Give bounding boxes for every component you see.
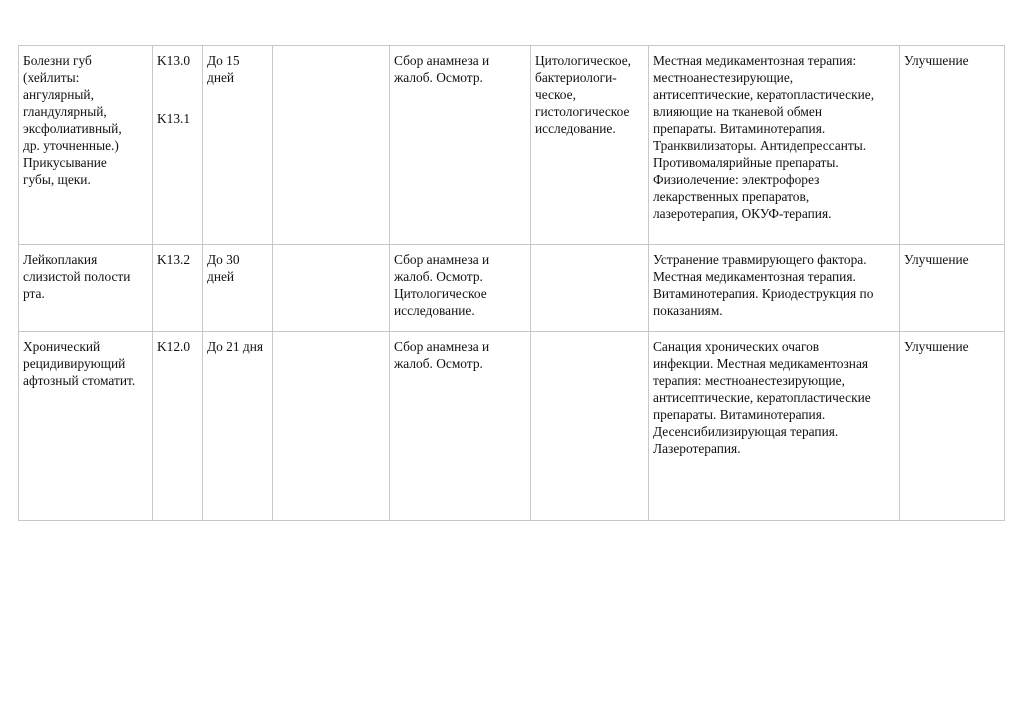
disease-name: Болезни губ (хейлиты: ангулярный, гландулярный, эксфолиативный, др. уточненные.) [23, 53, 122, 153]
duration-cell: До 21 дня [203, 332, 273, 521]
icd-code: K13.0 [157, 53, 191, 68]
disease-cell: Хронический рецидивирующий афтозный стоматит. [19, 332, 153, 521]
treatment-cell: Санация хронических очагов инфекции. Местная медикаментозная терапия: местноанестезирующие, антисептические, кератопластические препараты. Витаминотерапия. Десенсибилизирующая терапия. Лазеротерапия. [649, 332, 900, 521]
diagnostics-cell: Сбор анамнеза и жалоб. Осмотр. Цитологическое исследование. [390, 245, 531, 332]
duration-cell: До 30 дней [203, 245, 273, 332]
diagnostics-cell: Сбор анамнеза и жалоб. Осмотр. [390, 46, 531, 245]
result-cell: Улучшение [900, 332, 1005, 521]
table-row [19, 245, 1005, 332]
table-row [19, 332, 1005, 521]
result-cell: Улучшение [900, 46, 1005, 245]
table-row [19, 46, 1005, 245]
disease-cell [19, 46, 153, 245]
result-cell: Улучшение [900, 245, 1005, 332]
code-cell: K12.0 [153, 332, 203, 521]
treatment-cell: Устранение травмирующего фактора. Местная медикаментозная терапия. Витаминотерапия. Криодеструкция по показаниям. [649, 245, 900, 332]
empty-cell [273, 332, 390, 521]
additional-diagnostics-cell [531, 245, 649, 332]
code-cell: K13.2 [153, 245, 203, 332]
treatment-standards-table [18, 45, 1005, 521]
icd-code: K13.1 [157, 111, 191, 126]
additional-diagnostics-cell: Цитологическое, бактериологи- ческое, гистологическое исследование. [531, 46, 649, 245]
code-cell [153, 46, 203, 245]
empty-cell [273, 46, 390, 245]
code-spacer [157, 69, 199, 110]
treatment-cell: Местная медикаментозная терапия: местноанестезирующие, антисептические, кератопластические, влияющие на тканевой обмен препараты. Витаминотерапия. Транквилизаторы. Антидепрессанты. Противомалярийные препараты. Физиолечение: электрофорез лекарственных препаратов, лазеротерапия, ОКУФ-терапия. [649, 46, 900, 245]
empty-cell [273, 245, 390, 332]
additional-diagnostics-cell [531, 332, 649, 521]
disease-name: Прикусывание губы, щеки. [23, 155, 107, 187]
diagnostics-cell: Сбор анамнеза и жалоб. Осмотр. [390, 332, 531, 521]
disease-cell: Лейкоплакия слизистой полости рта. [19, 245, 153, 332]
duration-cell: До 15 дней [203, 46, 273, 245]
